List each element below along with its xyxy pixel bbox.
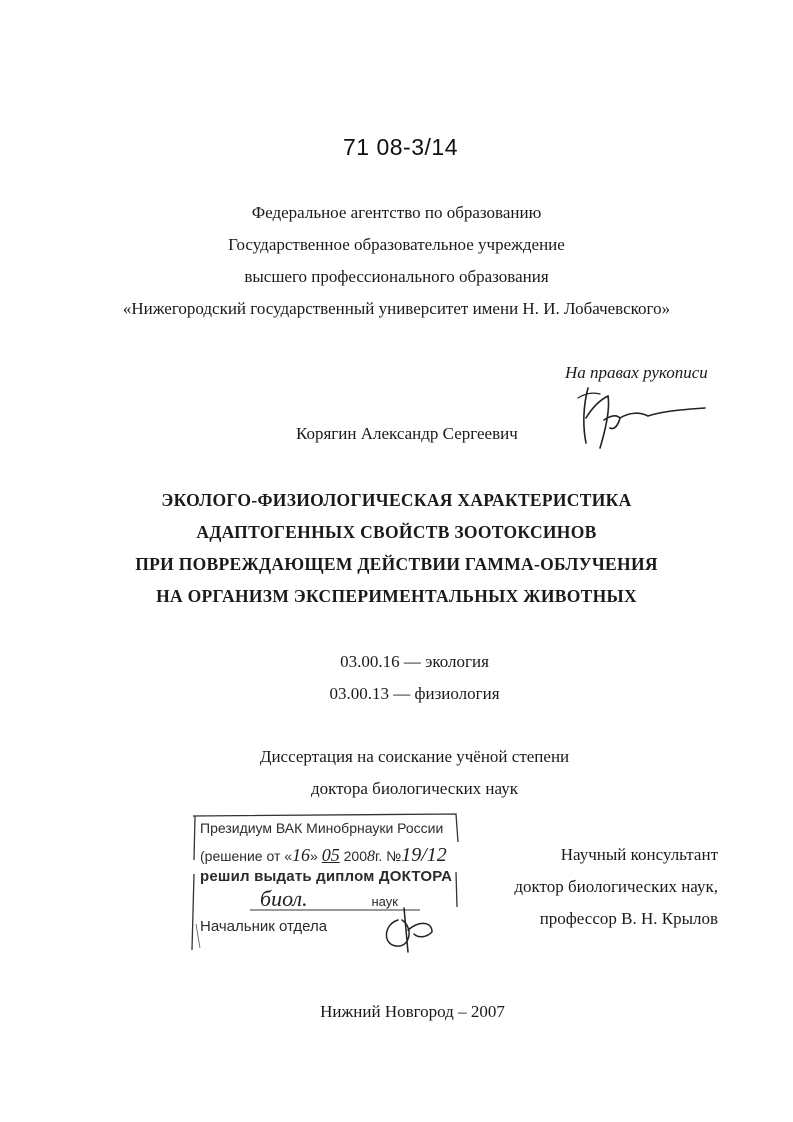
specialty-1: 03.00.16 — экология	[340, 652, 489, 671]
stamp-sep: »	[310, 848, 318, 864]
institution-line-2: Государственное образовательное учреждение	[228, 235, 565, 254]
stamp-field-underline	[250, 908, 420, 912]
place-year: Нижний Новгород – 2007	[320, 1002, 505, 1021]
vak-stamp	[190, 812, 460, 952]
degree-line-1: Диссертация на соискание учёной степени	[259, 747, 570, 766]
stamp-line-1: Президиум ВАК Минобрнауки России	[200, 820, 444, 836]
stamp-field: биол.	[260, 886, 308, 911]
stamp-line-5: Начальник отдела	[200, 918, 328, 935]
title-line-1: ЭКОЛОГО-ФИЗИОЛОГИЧЕСКАЯ ХАРАКТЕРИСТИКА	[161, 490, 632, 510]
consultant-label: Научный консультант	[560, 845, 718, 864]
stamp-field-suffix: наук	[371, 894, 398, 909]
title-line-4: НА ОРГАНИЗМ ЭКСПЕРИМЕНТАЛЬНЫХ ЖИВОТНЫХ	[156, 586, 637, 606]
specialty-2: 03.00.13 — физиология	[329, 684, 500, 703]
stamp-year-digit: 8	[366, 848, 375, 865]
stamp-month: 05	[321, 845, 340, 865]
consultant-degree: доктор биологических наук,	[514, 877, 718, 896]
stamp-decision-prefix: (решение от «	[200, 848, 293, 864]
stamp-decision-line	[200, 844, 447, 867]
stamp-number: 19/12	[401, 844, 447, 866]
stamp-year-suffix: г. №	[374, 848, 402, 864]
author-name: Корягин Александр Сергеевич	[296, 424, 518, 443]
stamp-line-3: решил выдать диплом ДОКТОРА	[200, 868, 453, 885]
institution-line-3: высшего профессионального образования	[244, 267, 549, 286]
consultant-name: профессор В. Н. Крылов	[539, 909, 718, 928]
institution-line-1: Федеральное агентство по образованию	[251, 203, 542, 222]
institution-line-4: «Нижегородский государственный университет имени Н. И. Лобачевского»	[122, 299, 671, 318]
catalog-code: 71 08-3/14	[343, 134, 458, 160]
stamp-year-prefix: 200	[343, 848, 367, 864]
title-line-2: АДАПТОГЕННЫХ СВОЙСТВ ЗООТОКСИНОВ	[196, 522, 597, 542]
degree-line-2: доктора биологических наук	[311, 779, 518, 798]
title-line-3: ПРИ ПОВРЕЖДАЮЩЕМ ДЕЙСТВИИ ГАММА-ОБЛУЧЕНИЯ	[135, 554, 658, 574]
author-signature	[570, 378, 710, 458]
rights-note: На правах рукописи	[565, 363, 708, 382]
stamp-day: 16	[292, 845, 311, 865]
